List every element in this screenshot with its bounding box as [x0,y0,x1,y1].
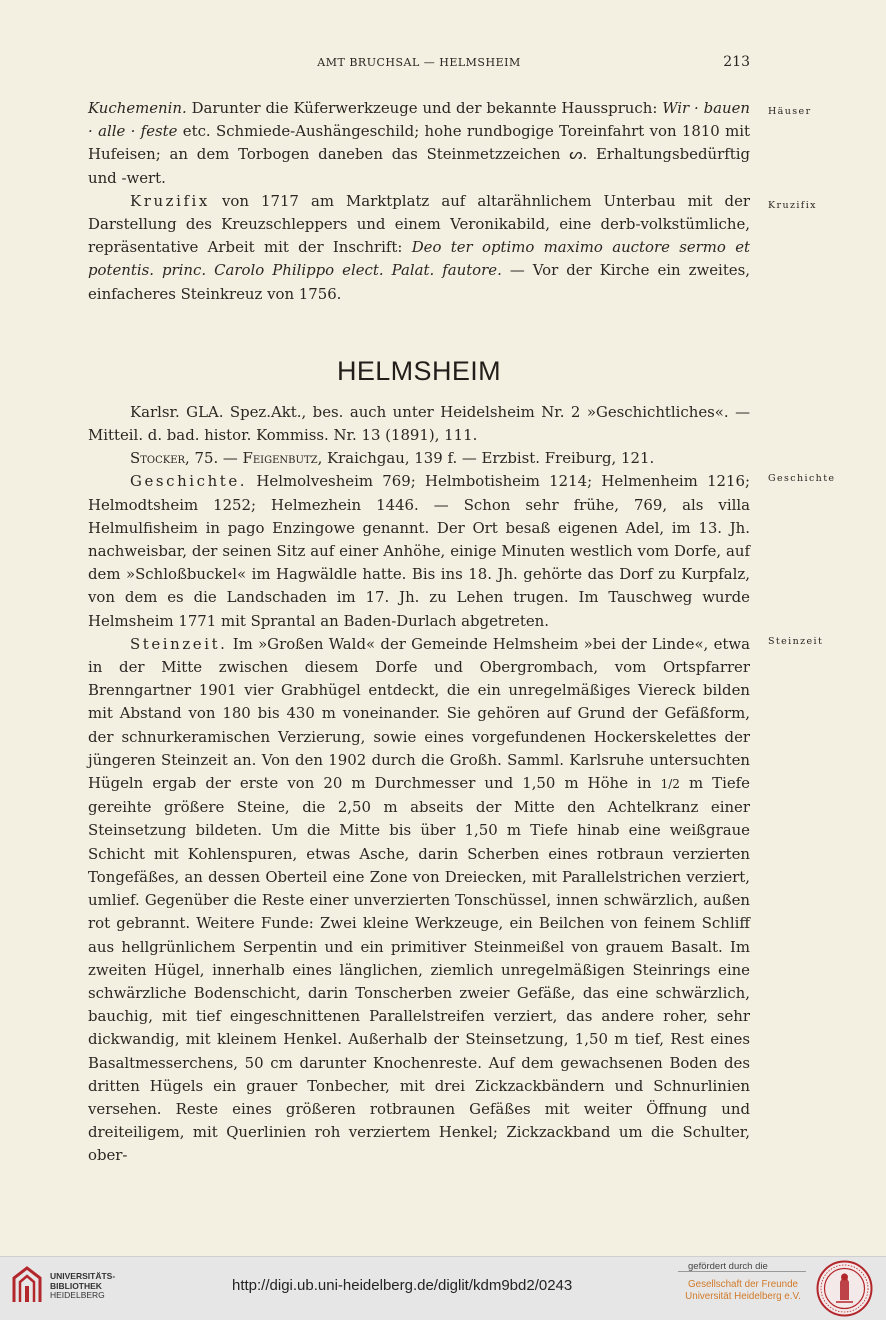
margin-note-steinzeit: Steinzeit [768,636,824,647]
university-seal-icon [816,1260,873,1317]
inscription: Deo ter optimo maximo auctore sermo et potentis. princ. Carolo Philippo elect. Palat. fautore. [88,238,750,280]
text: . Erhaltungsbedürftig und -wert. [88,145,750,187]
paragraph-kruzifix [88,190,750,306]
margin-note-geschichte: Geschichte [768,473,836,484]
spaced-heading: Geschichte. [130,472,248,491]
paragraph-haeuser [88,97,750,190]
margin-note-kruzifix: Kruzifix [768,200,817,211]
sponsor-name-line: Gesellschaft der Freunde [688,1279,798,1290]
library-name [50,1272,115,1301]
text: , 75. — [185,449,243,468]
running-title: AMT BRUCHSAL — HELMSHEIM [317,56,521,69]
text: etc. Schmiede-Aushängeschild; hohe rundbogige Toreinfahrt von 1810 mit Hufeisen; an dem Torbogen daneben das Steinmetzzeichen [88,122,750,164]
house-motto: Wir · bauen · alle · feste [88,99,750,141]
section-title: HELMSHEIM [336,355,502,386]
stonemason-mark-icon: ᔕ [569,145,583,164]
author-name: Feigenbutz [242,449,318,468]
paragraph-geschichte [88,470,750,632]
margin-note-haeuser: Häuser [768,106,812,117]
library-name-line: UNIVERSITÄTS- [50,1271,116,1281]
author-name: Stocker [130,449,186,468]
footer-bar [0,1256,886,1320]
reference-archives: Karlsr. GLA. Spez.Akt., bes. auch unter Heidelsheim Nr. 2 »Geschichtliches«. — Mitteil. d. bad. histor. Kommiss. Nr. 13 (1891), 111. [88,402,750,445]
permalink[interactable]: http://digi.ub.uni-heidelberg.de/diglit/kdm9bd2/0243 [232,1277,573,1294]
running-header [88,56,750,76]
italic-text: Kuchemenin. [88,99,187,117]
sponsor-label: gefördert durch die [688,1261,768,1272]
sponsor-name-line: Universität Heidelberg e.V. [685,1291,801,1302]
spaced-heading: Kruzifix [130,191,210,210]
library-logo-icon [10,1264,44,1304]
text: m Tiefe gereihte größere Steine, die 2,50 m abseits der Mitte den Achtelkranz einer Steinsetzung bildeten. Um die Mitte bis über 1,50 m Tiefe hinab eine weißgraue Schicht mit Kohlenspuren, etwas Asche, darin Scherben eines rotbraun verzierten Tongefäßes, an dessen Oberteil eine Zone von Dreiecken, mit Parallelstrichen verziert, umlief. Gegenüber die Reste einer unverzierten Tonschüssel, innen schwärzlich, außen rot gebrannt. Weitere Funde: Zwei kleine Werkzeuge, ein Beilchen von feinem Schliff aus hellgrünlichem Serpentin und ein primitiver Steinmeißel von grauem Basalt. Im zweiten Hügel, innerhalb eines länglichen, ziemlich unregelmäßigen Steinrings eine schwärzliche Bodenschicht, darin Tonscherben zweier Gefäße, das eine schwärzlich, bauchig, mit tief eingeschnittenen Parallelstreifen verziert, das andere roher, sehr dickwandig, mit kleinem Henkel. Außerhalb der Steinsetzung, 1,50 m tief, Rest eines Basaltmesserchens, 50 cm darunter Knochenreste. Auf dem gewachsenen Boden des dritten Hügels ein grauer Tonbecher, mit drei Zickzackbändern und Schnurlinien versehen. Reste eines größeren rotbraunen Gefäßes mit weiter Öffnung und dreiteiligem, mit Querlinien roh verziertem Henkel; Zickzackband um die Schulter, ober- [88,774,750,1165]
sponsor-name[interactable] [684,1279,802,1303]
text: Im »Großen Wald« der Gemeinde Helmsheim »bei der Linde«, etwa in der Mitte zwischen diesem Dorfe und Obergrombach, vom Ortspfarrer Brenngartner 1901 vier Grabhügel entdeckt, die ein unregelmäßiges Viereck bilden mit Abstand von 180 bis 430 m voneinander. Sie gehören auf Grund der Gefäßform, der schnurkeramischen Verzierung, sowie eines vorgefundenen Hockerskelettes der jüngeren Steinzeit an. Von den 1902 durch die Großh. Samml. Karlsruhe untersuchten Hügeln ergab der erste von 20 m Durchmesser und 1,50 m Höhe in [88,634,750,793]
paragraph-steinzeit [88,633,750,1168]
page-number: 213 [723,54,750,70]
spaced-heading: Steinzeit. [130,634,228,653]
text: , Kraichgau, 139 f. — Erzbist. Freiburg, 121. [317,449,655,468]
library-name-line: HEIDELBERG [50,1290,105,1300]
library-name-line: BIBLIOTHEK [50,1280,102,1291]
divider [678,1271,806,1272]
text: Helmolvesheim 769; Helmbotisheim 1214; Helmenheim 1216; Helmodtsheim 1252; Helmezhein 1446. — Schon sehr frühe, 769, als villa Helmulfisheim in pago Enzingowe genannt. Der Ort besaß eigenen Adel, im 13. Jh. nachweisbar, der seinen Sitz auf einer Anhöhe, einige Minuten westlich vom Dorfe, auf dem »Schloßbuckel« im Hagwäldle hatte. Bis ins 18. Jh. gehörte das Dorf zu Kurpfalz, von dem es die Landschaden im 17. Jh. zu Lehen trugen. Im Tauschweg wurde Helmsheim 1771 mit Sprantal an Baden-Durlach abgetreten. [88,472,750,630]
text: — Vor der Kirche ein zweites, einfacheres Steinkreuz von 1756. [88,261,750,303]
reference-literature [88,447,750,470]
fraction: 1/2 [660,777,680,792]
text: von 1717 am Marktplatz auf altarähnlichem Unterbau mit der Darstellung des Kreuzschleppers und einem Veronikabild, eine derb-volkstümliche, repräsentative Arbeit mit der Inschrift: [88,191,750,257]
text: Darunter die Küferwerkzeuge und der bekannte Hausspruch: [186,99,663,117]
page-body [88,97,750,1168]
